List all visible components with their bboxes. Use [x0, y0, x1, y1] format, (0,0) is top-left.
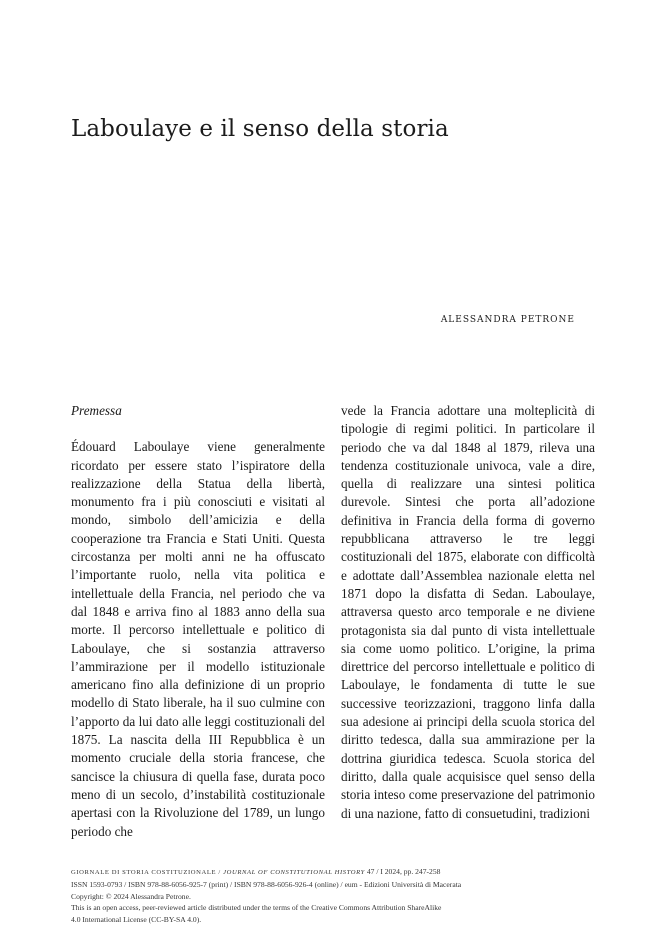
- issue-pages: 47 / I 2024, pp. 247-258: [364, 867, 441, 876]
- paragraph-right: vede la Francia adottare una molteplicità di tipologie di regimi politici. In particolare il periodo che va dal 1848 al 1879, rileva una tendenza costituzionale univoca, vale a dire, quella di realizzare una sintesi politica durevole. Sintesi che porta all’adozione definitiva in Francia della forma di governo repubblicana attraverso le tre leggi costituzionali del 1875, elaborate con difficoltà e adottate dall’Assemblea nazionale eletta nel 1871 dopo la disfatta di Sedan. Laboulaye, attraversa questo arco temporale e ne diviene protagonista sia dal punto di vista intellettuale sia come uomo politico. L’origine, la prima direttrice del percorso intellettuale e politico di Laboulaye, le fondamenta di tutte le sue successive teorizzazioni, traggono linfa dalla sua adesione ai principi della scuola storica del diritto tedesca, dalla sua ammirazione per la dottrina giuridica tedesca. Scuola storica del diritto, dalla quale acquisisce quel senso della storia inteso come preservazione del patrimonio di una nazione, fatto di consuetudini, tradizioni: [341, 403, 595, 821]
- copyright-line: Copyright: © 2024 Alessandra Petrone.: [71, 891, 191, 901]
- journal-name-en: JOURNAL OF CONSTITUTIONAL HISTORY: [223, 869, 365, 876]
- journal-name-it: GIORNALE DI STORIA COSTITUZIONALE /: [71, 869, 224, 876]
- paragraph-left: Édouard Laboulaye viene generalmente ricordato per essere stato l’ispiratore della realizzazione della Statua della libertà, monumento fra i più conosciuti e visitati al mondo, simbolo dell’amicizia e della cooperazione tra Francia e Stati Uniti. Questa circostanza per molti anni ne ha offuscato l’importante ruolo, nella vita politica e intellettuale della Francia, nel periodo che va dal 1848 e arriva fino al 1883 anno della sua morte. Il percorso intellettuale e politico di Laboulaye, che si sostanzia attraverso l’ammirazione per il modello istituzionale americano fino alla definizione di un proprio modello di Stato liberale, ha il suo culmine con l’apporto da lui dato alle leggi costituzionali del 1875. La nascita della III Repubblica è un momento cruciale della storia francese, che sancisce la chiusura di quella fase, durata poco meno di un secolo, d’instabilità costituzionale apertasi con la Rivoluzione del 1789, un lungo periodo che: [71, 439, 325, 839]
- author-name: ALESSANDRA PETRONE: [440, 315, 575, 325]
- page-footer: [71, 866, 591, 926]
- journal-citation: [71, 866, 591, 879]
- license-line-1: This is an open access, peer-reviewed article distributed under the terms of the Creative Commons Attribution ShareAlike: [71, 903, 442, 913]
- article-title: Laboulaye e il senso della storia: [71, 116, 449, 142]
- section-heading: Premessa: [71, 403, 122, 418]
- license-line-2: 4.0 International License (CC-BY-SA 4.0).: [71, 915, 202, 925]
- isbn-line: ISSN 1593-0793 / ISBN 978-88-6056-925-7 (print) / ISBN 978-88-6056-926-4 (online) / eum - Edizioni Università di Macerata: [71, 879, 462, 889]
- body-column-right: [341, 402, 595, 823]
- body-column-left: [71, 402, 325, 841]
